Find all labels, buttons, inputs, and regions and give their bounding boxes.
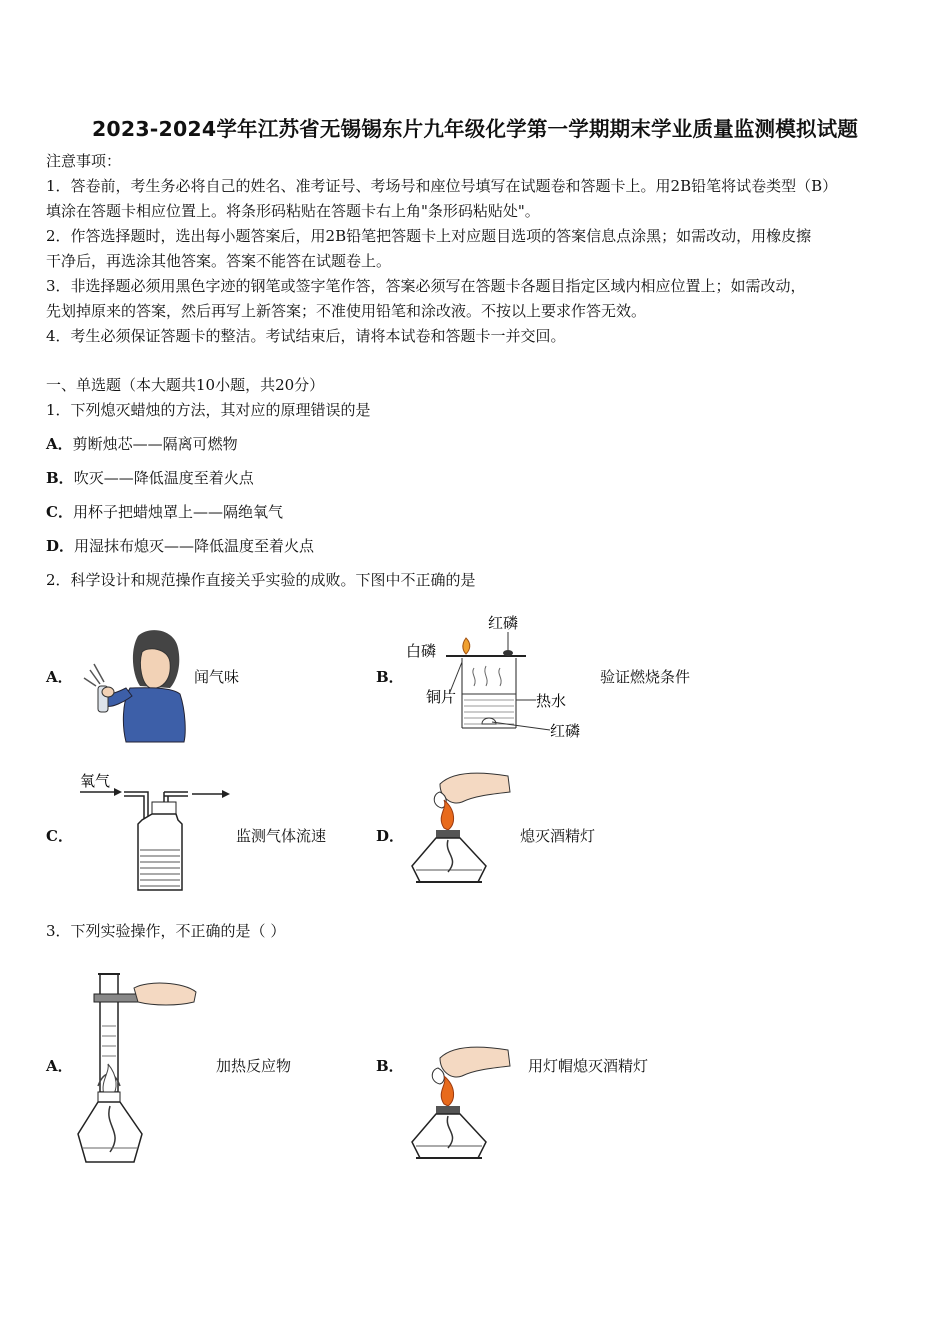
- question-1-stem: 1．下列熄灭蜡烛的方法，其对应的原理错误的是: [46, 401, 371, 419]
- notice-heading: 注意事项：: [46, 152, 122, 170]
- notice-line: 先划掉原来的答案，然后再写上新答案；不准使用铅笔和涂改液。不按以上要求作答无效。: [46, 302, 647, 320]
- label-white-phosphorus: 白磷: [406, 642, 437, 660]
- q3-option-a-caption: 加热反应物: [216, 1057, 292, 1075]
- q2-option-d-caption: 熄灭酒精灯: [520, 827, 596, 845]
- q1-option-a: [46, 433, 238, 454]
- q2-option-b-caption: 验证燃烧条件: [600, 668, 691, 686]
- label-oxygen: 氧气: [80, 772, 111, 790]
- q1-option-d: [46, 535, 314, 556]
- option-letter: D．: [46, 537, 75, 555]
- question-2-stem: 2．科学设计和规范操作直接关乎实验的成败。下图中不正确的是: [46, 571, 476, 589]
- q2-option-c-letter: C．: [46, 827, 73, 845]
- q3-option-b-letter: B．: [376, 1057, 404, 1075]
- notice-line: 3．非选择题必须用黑色字迹的钢笔或签字笔作答，答案必须写在答题卡各题目指定区域内相应位置上；如需改动，: [46, 277, 806, 295]
- q2-option-d-letter: D．: [376, 827, 405, 845]
- q3-option-b-caption: 用灯帽熄灭酒精灯: [528, 1057, 649, 1075]
- notice-line: 干净后，再选涂其他答案。答案不能答在试题卷上。: [46, 252, 392, 270]
- label-hot-water: 热水: [536, 692, 567, 710]
- notice-line: 填涂在答题卡相应位置上。将条形码粘贴在答题卡右上角"条形码粘贴处"。: [46, 202, 540, 220]
- heating-test-tube-figure: [74, 966, 204, 1168]
- label-red-phosphorus-top: 红磷: [488, 614, 519, 632]
- option-text: 用湿抹布熄灭——降低温度至着火点: [74, 537, 315, 555]
- option-letter: B．: [46, 469, 74, 487]
- gas-flow-bottle-figure: [74, 768, 234, 894]
- notice-line: 4．考生必须保证答题卡的整洁。考试结束后，请将本试卷和答题卡一并交回。: [46, 327, 566, 345]
- q1-option-c: [46, 501, 283, 522]
- combustion-condition-figure: [402, 608, 592, 744]
- label-red-phosphorus-bottom: 红磷: [550, 722, 581, 740]
- q2-option-c-caption: 监测气体流速: [236, 827, 327, 845]
- question-3-stem: 3．下列实验操作，不正确的是（ ）: [46, 922, 286, 940]
- option-text: 用杯子把蜡烛罩上——隔绝氧气: [72, 503, 283, 521]
- notice-line: 2．作答选择题时，选出每小题答案后，用2B铅笔把答题卡上对应题目选项的答案信息点涂黑；如需改动，用橡皮擦: [46, 227, 812, 245]
- smelling-gas-figure: [78, 622, 190, 744]
- extinguish-lamp-figure: [404, 770, 516, 892]
- notice-line: 1．答卷前，考生务必将自己的姓名、准考证号、考场号和座位号填写在试题卷和答题卡上。用2B铅笔将试卷类型（B）: [46, 177, 838, 195]
- option-letter: C．: [46, 503, 73, 521]
- q3-option-a-letter: A．: [46, 1057, 73, 1075]
- q1-option-b: [46, 467, 254, 488]
- q2-option-a-letter: A．: [46, 668, 73, 686]
- page-title: 2023-2024学年江苏省无锡锡东片九年级化学第一学期期末学业质量监测模拟试题: [91, 117, 859, 141]
- option-text: 剪断烛芯——隔离可燃物: [72, 435, 238, 453]
- label-copper-sheet: 铜片: [426, 688, 457, 706]
- section-heading: 一、单选题（本大题共10小题，共20分）: [46, 376, 325, 394]
- q2-option-a-caption: 闻气味: [194, 668, 240, 686]
- q2-option-b-letter: B．: [376, 668, 404, 686]
- lamp-cap-extinguish-figure: [404, 1042, 516, 1166]
- option-letter: A．: [46, 435, 73, 453]
- option-text: 吹灭——降低温度至着火点: [73, 469, 254, 487]
